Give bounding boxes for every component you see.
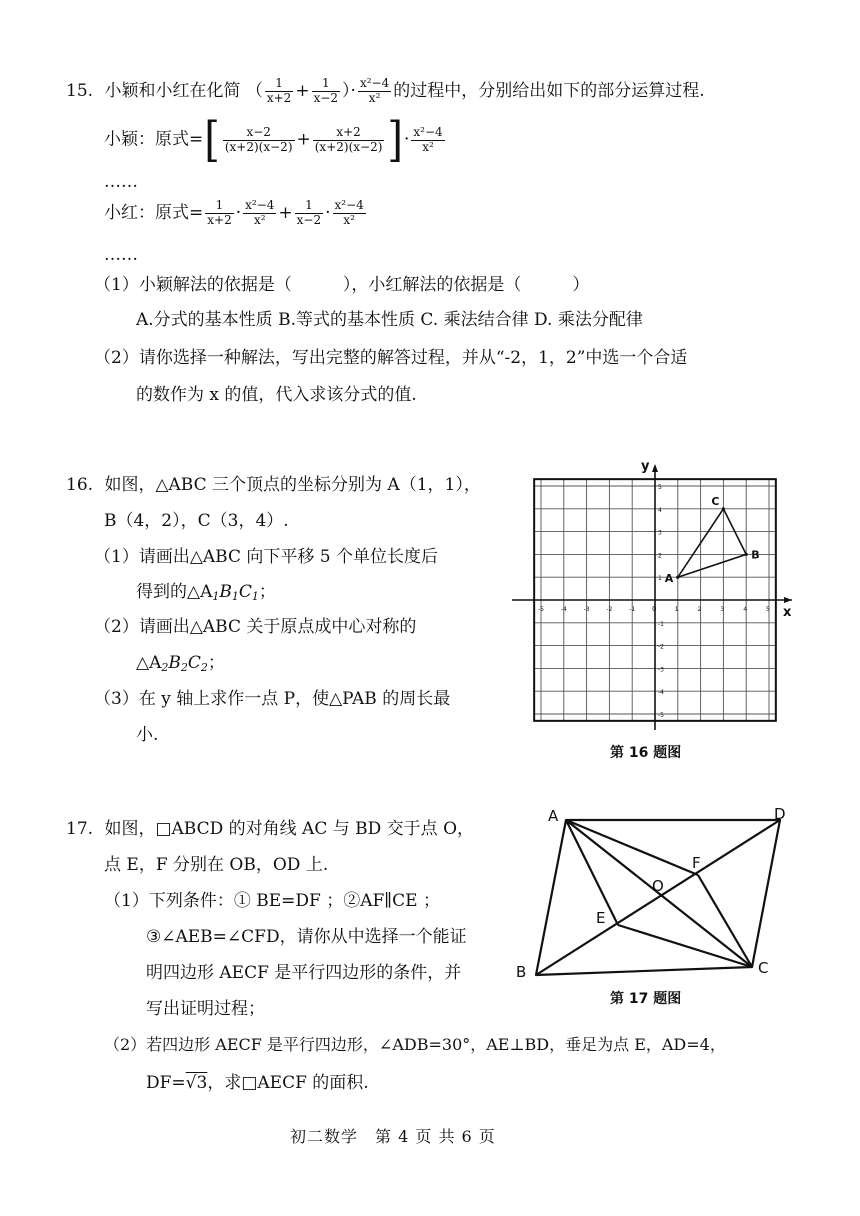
page-footer: 初二数学 第 4 页 共 6 页 (290, 1127, 496, 1146)
q15-part2-line1: （2）请你选择一种解法，写出完整的解答过程，并从“-2，1，2”中选一个合适 (94, 348, 688, 368)
xiaohong-label: 小红：原式= (104, 203, 204, 223)
q17-part1-line2: ③∠AEB=∠CFD，请你从中选择一个能证 (146, 927, 467, 947)
x-tick-label: 1 (674, 606, 679, 613)
q15-number: 15. (66, 81, 94, 101)
x-tick-label: -1 (629, 606, 636, 613)
y-tick-label: -3 (658, 666, 664, 674)
q16-coordinate-grid (510, 458, 800, 733)
q15-ellipsis-1: …… (104, 172, 138, 192)
label-b: B (516, 963, 527, 981)
xiaoying-label: 小颖：原式= (104, 129, 204, 150)
label-d: D (774, 805, 786, 823)
q16-part2-line2: $\triangle A_2B_2C_2$； (136, 653, 225, 674)
q17-part1-line1: （1）下列条件：① BE=DF ；②AF∥CE ； (104, 891, 440, 911)
q17-line1: 17. 如图，□ABCD 的对角线 AC 与 BD 交于点 O， (66, 819, 475, 839)
vertex-b (745, 553, 748, 556)
q16-caption: 第 16 题图 (610, 745, 682, 761)
q16-part1-line1: （1）请画出△ABC 向下平移 5 个单位长度后 (94, 547, 439, 567)
x-tick-label: 2 (697, 606, 702, 613)
point-label-a: A (664, 572, 674, 586)
q17-part1-line4: 写出证明过程； (146, 999, 265, 1019)
q15-xiaohong-line: 小红：原式= $\frac{1}{x+2}$ · $\frac{\text{x²−4}}{\text{x²}}$ + $\frac{1}{x-2}$ · $\frac{\text{x²−4}}{\text{x²}}$ (104, 198, 364, 227)
q17-part2-line1: （2）若四边形 AECF 是平行四边形，∠ADB=30°，AE⊥BD，垂足为点 E，AD=4， (104, 1035, 726, 1054)
x-tick-label: 4 (743, 606, 748, 613)
y-axis-label: y (641, 459, 650, 474)
triangle-abc (678, 509, 746, 577)
q15-options: A.分式的基本性质 B.等式的基本性质 C. 乘法结合律 D. 乘法分配律 (136, 310, 643, 330)
x-tick-label: -4 (560, 606, 567, 613)
x-tick-label: -2 (606, 606, 613, 613)
q16-line2: B（4，2），C（3，4）. (104, 511, 289, 531)
x-tick-label: -5 (538, 606, 544, 613)
q15-ellipsis-2: …… (104, 245, 138, 265)
segment-ae (566, 820, 618, 925)
q15-part2-line2: 的数作为 x 的值，代入求该分式的值. (136, 385, 417, 405)
q16-part3-line2: 小. (136, 725, 159, 745)
q17-part2-line2: DF=√3，求□AECF 的面积. (146, 1073, 369, 1093)
y-tick-label: -4 (658, 689, 664, 697)
q15-intro-a: 小颖和小红在化简 (104, 81, 241, 101)
q15-xiaoying-line: 小颖：原式=[ $\frac{x-2}{(x+2)(x-2)}$ + $\frac{x+2}{(x+2)(x-2)}$ ]· $\frac{\text{x²−4}}{\text{x²}}$ (104, 112, 443, 168)
q17-parallelogram-figure (510, 805, 800, 985)
q17-part1-line3: 明四边形 AECF 是平行四边形的条件，并 (146, 963, 462, 983)
segment-af (566, 820, 698, 875)
y-tick-label: 1 (658, 575, 662, 583)
y-tick-label: 2 (658, 552, 662, 560)
label-a: A (548, 807, 559, 825)
x-tick-label: 3 (720, 606, 725, 613)
q16-part2-line1: （2）请画出△ABC 关于原点成中心对称的 (94, 617, 417, 637)
q16-number: 16. (66, 475, 94, 495)
q16-part1-line2: 得到的$\triangle A_1B_1C_1$； (136, 582, 276, 603)
q17-line2: 点 E，F 分别在 OB，OD 上. (104, 855, 329, 875)
label-c: C (758, 959, 769, 977)
x-tick-label: -3 (583, 606, 590, 613)
origin-label: 0 (652, 605, 657, 613)
label-f: F (692, 854, 701, 872)
vertex-c (722, 507, 725, 510)
point-label-c: C (711, 494, 720, 508)
point-label-b: B (751, 548, 760, 562)
y-tick-label: -2 (658, 643, 664, 651)
y-tick-label: -1 (658, 620, 664, 628)
y-tick-label: 3 (658, 529, 662, 537)
q15-intro-b: 的过程中，分别给出如下的部分运算过程. (393, 81, 705, 101)
sqrt-3: √3 (185, 1073, 208, 1093)
label-e: E (596, 909, 606, 927)
y-tick-label: -5 (658, 712, 664, 719)
q16-part3-line1: （3）在 y 轴上求作一点 P，使△PAB 的周长最 (94, 689, 451, 709)
q15-part1: （1）小颖解法的依据是（ ），小红解法的依据是（ ） (94, 275, 590, 295)
q17-number: 17. (66, 819, 94, 839)
label-o: O (652, 877, 664, 895)
q15-expression: （ $\frac{1}{x+2}$ + $\frac{1}{x-2}$ ）· $\frac{\text{x²−4}}{\text{x²}}$ (245, 76, 390, 105)
y-tick-label: 5 (658, 484, 662, 491)
x-axis-label: x (783, 605, 792, 620)
y-tick-label: 4 (658, 506, 662, 514)
q15-title-line (66, 76, 705, 106)
x-tick-label: 5 (766, 606, 770, 613)
q17-caption: 第 17 题图 (610, 991, 682, 1007)
vertex-a (676, 576, 679, 579)
q16-line1: 16. 如图，△ABC 三个顶点的坐标分别为 A（1，1）， (66, 475, 481, 495)
